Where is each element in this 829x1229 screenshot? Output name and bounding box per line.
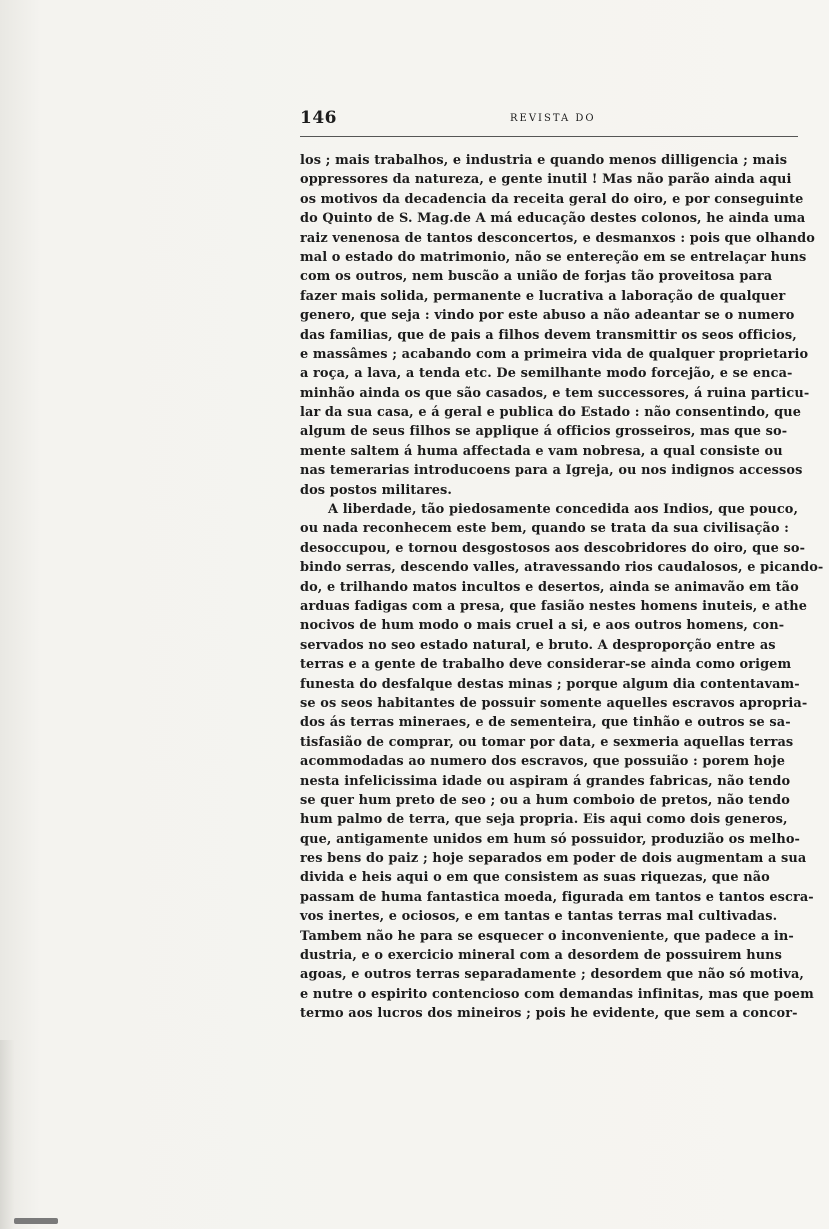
body-text (300, 151, 824, 1024)
text-line: Tambem não he para se esquecer o inconveniente, que padece a in- (300, 928, 794, 944)
text-line: acommodadas ao numero dos escravos, que possuião : porem hoje (300, 754, 786, 770)
text-line: a roça, a lava, a tenda etc. De semilhante modo forcejão, e se enca- (300, 366, 793, 382)
text-line: que, antigamente unidos em hum só possuidor, produzião os melho- (300, 831, 800, 847)
text-line: dos ás terras mineraes, e de sementeira, que tinhão e outros se sa- (300, 715, 791, 731)
text-line: os motivos da decadencia da receita geral do oiro, e por conseguinte (300, 191, 804, 207)
text-line: raiz venenosa de tantos desconcertos, e desmanxos : pois que olhando (300, 230, 815, 246)
text-line: funesta do desfalque destas minas ; porque algum dia contentavam- (300, 676, 800, 692)
text-line: do, e trilhando matos incultos e desertos, ainda se animavão em tão (300, 579, 799, 595)
text-line: mal o estado do matrimonio, não se entereção em se entrelaçar huns (300, 249, 807, 265)
text-line: e nutre o espirito contencioso com demandas infinitas, mas que poem (300, 986, 814, 1002)
text-line: mente saltem á huma affectada e vam nobresa, a qual consiste ou (300, 443, 783, 459)
text-line: agoas, e outros terras separadamente ; desordem que não só motiva, (300, 967, 805, 983)
text-line: res bens do paiz ; hoje separados em poder de dois augmentam a sua (300, 851, 807, 867)
text-line: terras e a gente de trabalho deve considerar-se ainda como origem (300, 657, 792, 673)
text-line: oppressores da natureza, e gente inutil ! Mas não parão ainda aqui (300, 172, 792, 188)
text-line: vos inertes, e ociosos, e em tantas e tantas terras mal cultivadas. (300, 909, 778, 925)
text-line: ou nada reconhecem este bem, quando se trata da sua civilisação : (300, 521, 789, 537)
text-line: e massâmes ; acabando com a primeira vida de qualquer proprietario (300, 346, 809, 362)
text-line: dos postos militares. (300, 482, 452, 498)
text-line: lar da sua casa, e á geral e publica do Estado : não consentindo, que (300, 405, 802, 421)
paragraph-start-line: A liberdade, tão piedosamente concedida aos Indios, que pouco, (328, 502, 799, 518)
page-number: 146 (300, 108, 337, 128)
text-line: nesta infelicissima idade ou aspiram á grandes fabricas, não tendo (300, 773, 791, 789)
header-rule (300, 136, 798, 137)
text-line: servados no seo estado natural, e bruto. A desproporção entre as (300, 637, 776, 653)
text-line: genero, que seja : vindo por este abuso a não adeantar se o numero (300, 308, 795, 324)
text-line: nocivos de hum modo o mais cruel a si, e aos outros homens, con- (300, 618, 785, 634)
text-line: desoccupou, e tornou desgostosos aos descobridores do oiro, que so- (300, 540, 806, 556)
text-line: das familias, que de pais a filhos devem transmittir os seos officios, (300, 327, 797, 343)
text-line: divida e heis aqui o em que consistem as suas riquezas, que não (300, 870, 770, 886)
text-line: passam de huma fantastica moeda, figurada em tantos e tantos escra- (300, 889, 814, 905)
text-line: hum palmo de terra, que seja propria. Eis aqui como dois generos, (300, 812, 788, 828)
text-line: se os seos habitantes de possuir somente aquelles escravos apropria- (300, 695, 808, 711)
text-line: arduas fadigas com a presa, que fasião nestes homens inuteis, e athe (300, 598, 808, 614)
text-line: algum de seus filhos se applique á officios grosseiros, mas que so- (300, 424, 788, 440)
text-line: termo aos lucros dos mineiros ; pois he evidente, que sem a concor- (300, 1006, 798, 1022)
text-line: bindo serras, descendo valles, atravessando rios caudalosos, e picando- (300, 560, 824, 576)
text-line: com os outros, nem buscão a união de forjas tão proveitosa para (300, 269, 773, 285)
text-line: fazer mais solida, permanente e lucrativa a laboração de qualquer (300, 288, 786, 304)
text-line: minhão ainda os que são casados, e tem successores, á ruina particu- (300, 385, 810, 401)
text-line: nas temerarias introducoens para a Igreja, ou nos indignos accessos (300, 463, 803, 479)
running-head: REVISTA DO (510, 113, 596, 124)
text-line: dustria, e o exercicio mineral com a desordem de possuirem huns (300, 948, 782, 964)
text-line: los ; mais trabalhos, e industria e quando menos dilligencia ; mais (300, 153, 788, 168)
binding-shadow (0, 1040, 14, 1229)
corner-mark (14, 1218, 58, 1224)
text-line: se quer hum preto de seo ; ou a hum comboio de pretos, não tendo (300, 792, 790, 808)
text-line: tisfasião de comprar, ou tomar por data, e sexmeria aquellas terras (300, 734, 794, 750)
text-line: do Quinto de S. Mag.de A má educação destes colonos, he ainda uma (300, 211, 806, 227)
page-header (300, 108, 800, 132)
